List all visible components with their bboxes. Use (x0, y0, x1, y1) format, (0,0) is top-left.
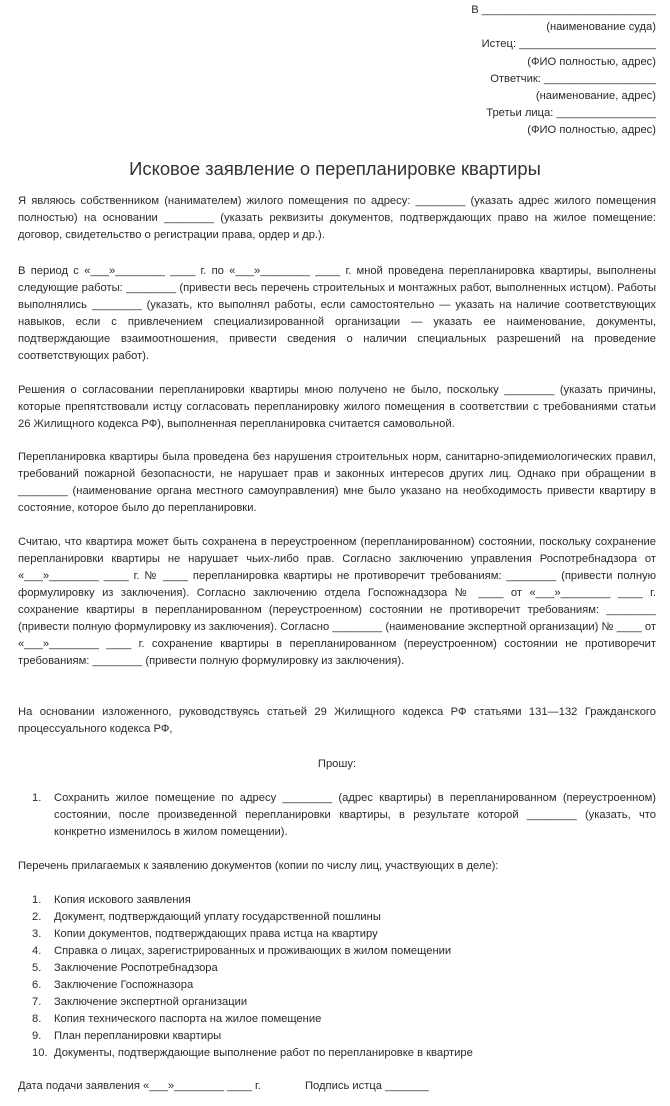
list-item: 2. Документ, подтверждающий уплату государственной пошлины (32, 911, 381, 923)
third-parties-note: (ФИО полностью, адрес) (527, 124, 656, 137)
defendant-line[interactable]: Ответчик: __________________ (490, 72, 656, 85)
paragraph-approval: Решения о согласовании перепланировки квартиры мною получено не было, поскольку ________ (указать причины, которые препятствовали истцу согласовать перепланировку жилого помещения в соответствии с требованиями статьи 26 Жилищного кодекса РФ), выполненная перепланировка считается самовольной. (18, 384, 656, 430)
court-line[interactable]: В ____________________________ (471, 4, 656, 16)
attachments-list (18, 892, 656, 1062)
filing-date[interactable]: Дата подачи заявления «___»________ ____ г. (18, 1080, 261, 1092)
list-item: 9. План перепланировки квартиры (32, 1030, 222, 1042)
list-item: 7. Заключение экспертной организации (32, 996, 248, 1008)
request-heading: Прошу: (317, 758, 357, 770)
list-item: 10. Документы, подтверждающие выполнение работ по перепланировке в квартире (32, 1047, 473, 1059)
plaintiff-signature[interactable]: Подпись истца _______ (305, 1080, 429, 1092)
defendant-note: (наименование, адрес) (535, 90, 656, 103)
list-item: 6. Заключение Госпожназора (32, 979, 194, 991)
paragraph-norms: Перепланировка квартиры была проведена без нарушения строительных норм, санитарно-эпидемиологических правил, требований пожарной безопасности, не нарушает прав и законных интересов других лиц. Однако при обращении в ________ (наименование органа местного самоуправления) мне было указано на необходимость привести квартиру в состояние, которое было до перепланировки. (18, 451, 656, 514)
paragraph-conclusions: Считаю, что квартира может быть сохранена в переустроенном (перепланированном) состоянии, поскольку сохранение перепланировки квартиры не нарушает чьих-либо прав. Согласно заключению управления Роспотребнадзора от «___»________ ____ г. № ____ перепланировка квартиры не противоречит требованиям: ________ (привести полную формулировку из заключения). Согласно заключению отдела Госпожнадзора № ____ от «___»________ ____ г. сохранение квартиры в перепланированном (переустроенном) состоянии не противоречит требованиям: ________ (привести полную формулировку из заключения). Согласно ________ (наименование экспертной организации) № ____ от «___»________ ____ г. сохранение квартиры в перепланированном (переустроенном) состоянии не противоречит требованиям: ________ (привести полную формулировку из заключения). (18, 536, 656, 667)
list-item: 1. Копия искового заявления (32, 894, 191, 906)
document-header (436, 2, 656, 140)
paragraph-works: В период с «___»________ ____ г. по «___»________ ____ г. мной проведена перепланировка квартиры, выполнены следующие работы: ________ (привести весь перечень строительных и монтажных работ, выполненных истцом). Работы выполнялись ________ (указать, кто выполнял работы, если самостоятельно — указать на наличие соответствующих навыков, если с привлечением специализированной организации — указать ее наименование, документы, подтверждающие взаимоотношения, привести сведения о наличии специальных разрешений на проведение соответствующих работ). (18, 265, 656, 362)
request-list (18, 790, 656, 841)
list-item: 5. Заключение Роспотребнадзора (32, 962, 218, 974)
list-item: 8. Копия технического паспорта на жилое помещение (32, 1013, 322, 1025)
list-item: 4. Справка о лицах, зарегистрированных и проживающих в жилом помещении (32, 945, 452, 957)
list-item: 3. Копии документов, подтверждающих права истца на квартиру (32, 928, 378, 940)
document-title: Исковое заявление о перепланировке квартиры (129, 158, 541, 179)
attachments-intro: Перечень прилагаемых к заявлению документов (копии по числу лиц, участвующих в деле): (18, 860, 499, 872)
plaintiff-line[interactable]: Истец: ______________________ (481, 38, 656, 51)
paragraph-legal-basis: На основании изложенного, руководствуясь статьей 29 Жилищного кодекса РФ статьями 131—132 Гражданского процессуального кодекса РФ, (18, 706, 656, 735)
request-item: 1. Сохранить жилое помещение по адресу ________ (адрес квартиры) в перепланированном (переустроенном) состоянии, после произведенной перепланировки квартиры, в результате которой ________ (указать, что конкретно изменилось в жилом помещении). (32, 792, 656, 838)
plaintiff-note: (ФИО полностью, адрес) (527, 55, 656, 68)
court-note: (наименование суда) (546, 21, 656, 34)
paragraph-ownership: Я являюсь собственником (нанимателем) жилого помещения по адресу: ________ (указать адрес жилого помещения полностью) на основании ________ (указать реквизиты документов, подтверждающих право на жилое помещение: договор, свидетельство о регистрации права, ордер и др.). (18, 195, 656, 241)
third-parties-line[interactable]: Третьи лица: ________________ (486, 107, 656, 120)
